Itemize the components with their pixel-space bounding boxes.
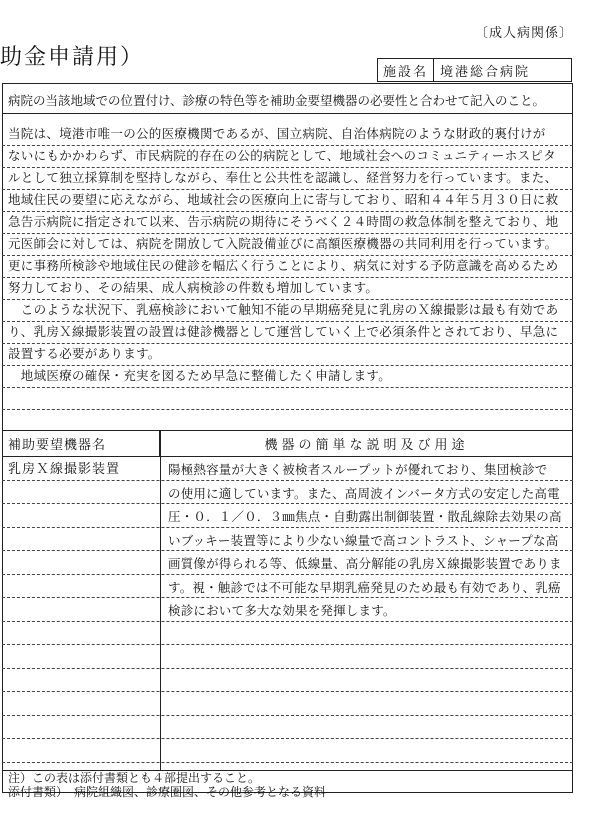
divider-instruction: [2, 113, 573, 114]
ruled-line: [2, 409, 573, 410]
ruled-line: [2, 644, 573, 645]
statement-line: 努力しており、その結果、成人病検診の件数も増加しています。: [8, 280, 379, 295]
page-title: 助金申請用）: [0, 45, 145, 70]
facility-label: 施設名: [378, 59, 434, 81]
description-line: 画質像が得られる等、低線量、高分解能の乳房Ｘ線撮影装置でありま: [168, 556, 562, 571]
divider-table-head: [2, 456, 573, 457]
description-line: 圧・０．１／０．３㎜焦点・自動露出制御装置・散乱線除去効果の高: [168, 509, 562, 524]
statement-text: [8, 123, 568, 387]
ruled-line: [2, 387, 573, 388]
description-line: 検診において多大な効果を発揮します。: [168, 603, 396, 618]
ruled-line: [2, 738, 573, 739]
description-line: いブッキー装置等により少ない線量で高コントラスト、シャープな高: [168, 532, 559, 548]
instruction-text: 病院の当該地域での位置付け、診療の特色等を補助金要望機器の必要性と合わせて記入のこと。: [8, 93, 546, 108]
table-header: [2, 430, 573, 456]
category-label: 〔成人病関係〕: [474, 26, 573, 41]
note-line-1: 注）この表は添付書類とも４部提出すること。: [8, 771, 261, 785]
statement-line: ないにもかかわらず、市民病院的存在の公的病院として、地域社会へのコミュニティーホスピタ: [8, 148, 556, 163]
description-line: の使用に適しています。また、高周波インバータ方式の安定した高電: [168, 485, 560, 501]
statement-line: 地域医療の確保・充実を図るため早急に整備したく申請します。: [8, 368, 392, 383]
facility-box: [377, 58, 572, 82]
statement-line: ルとして独立採算制を堅持しながら、奉仕と公共性を認識し、経営努力を行っています。また、: [8, 170, 558, 185]
notes: [8, 771, 326, 799]
statement-line: このような状況下、乳癌検診において触知不能の早期癌発見に乳房のＸ線撮影は最も有効であ: [8, 302, 559, 317]
ruled-line: [2, 715, 573, 716]
ruled-line: [2, 691, 573, 692]
description-column-header: 機器の簡単な説明及び用途: [264, 437, 469, 453]
description-line: す。視・触診では不可能な早期乳癌発見のため最も有効であり、乳癌: [168, 579, 561, 595]
statement-line: 設置する必要があります。: [8, 346, 161, 361]
column-divider: [160, 430, 161, 770]
statement-line: 更に事務所検診や地域住民の健診を幅広く行うことにより、病気に対する予防意識を高めるため: [8, 258, 559, 273]
equipment-column-header: 補助要望機器名: [2, 430, 160, 456]
statement-line: り、乳房Ｘ線撮影装置の設置は健診機器として運営していく上で必須条件とされており、早急に: [8, 324, 559, 339]
statement-line: 地域住民の要望に応えながら、地域社会の医療向上に寄与しており、昭和４４年５月３０日に救: [8, 192, 559, 207]
statement-line: 当院は、境港市唯一の公的医療機関であるが、国立病院、自治体病院のような財政的裏付けが: [8, 126, 546, 141]
note-line-2: 添付書類） 病院組織図、診療圏図、その他参考となる資料: [8, 785, 327, 799]
description-line: 陽極熱容量が大きく被検者スループットが優れており、集団検診で: [168, 462, 548, 477]
ruled-line: [2, 668, 573, 669]
statement-line: 元医師会に対しては、病院を開放して入院設備並びに高額医療機器の共同利用を行っています。: [8, 236, 558, 251]
ruled-line: [2, 762, 573, 763]
statement-line: 急告示病院に指定されて以来、告示病院の期待にそうべく２４時間の救急体制を整えており、地: [8, 214, 559, 229]
description-text: [168, 458, 570, 623]
equipment-name: 乳房Ｘ線撮影装置: [8, 462, 121, 477]
facility-name: 境港総合病院: [440, 64, 531, 80]
